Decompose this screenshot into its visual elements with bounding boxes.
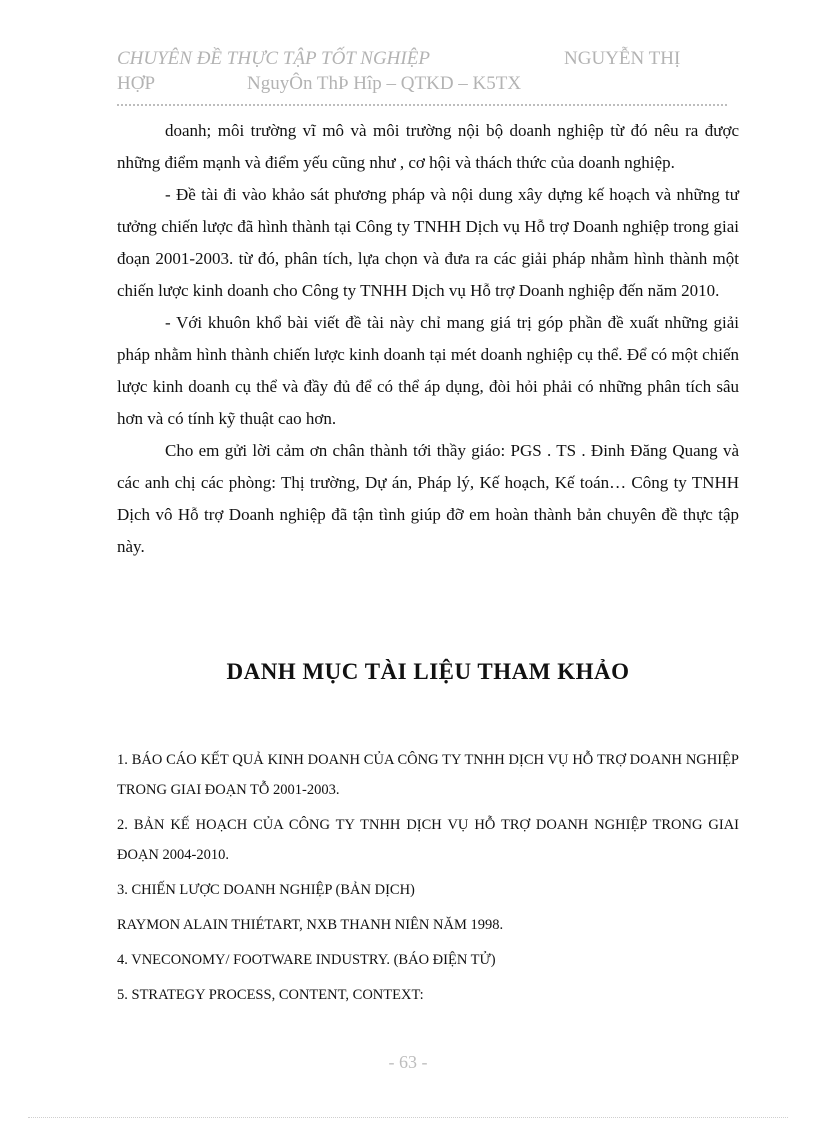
references-list [117,745,739,1015]
header-author-given-name: NGUYỄN THỊ [564,48,681,69]
reference-item: RAYMON ALAIN THIÉTART, NXB THANH NIÊN NĂM 1998. [117,917,504,933]
reference-item: 1. BÁO CÁO KẾT QUẢ KINH DOANH CỦA CÔNG TY TNHH DỊCH VỤ HỖ TRỢ DOANH NGHIỆP TRONG GIAI ĐOẠN TỖ 2001-2003. [117,752,739,798]
footer-divider [28,1117,788,1118]
reference-item: 5. STRATEGY PROCESS, CONTENT, CONTEXT: [117,987,424,1003]
header-author-surname: HỢP [117,73,156,94]
reference-item: 4. VNECONOMY/ FOOTWARE INDUSTRY. (BÁO ĐIỆN TỬ) [117,952,496,968]
reference-item: 3. CHIẾN LƯỢC DOANH NGHIỆP (BẢN DỊCH) [117,882,415,898]
header-course-title: CHUYÊN ĐỀ THỰC TẬP TỐT NGHIỆP [117,48,430,69]
paragraph-1: doanh; môi trường vĩ mô và môi trường nội bộ doanh nghiệp từ đó nêu ra được những điểm mạnh và điểm yếu cũng như , cơ hội và thách thức của doanh nghiệp. [117,121,739,172]
page-header [117,46,717,96]
paragraph-3: - Với khuôn khổ bài viết đề tài này chỉ mang giá trị góp phần đề xuất những giải pháp nhằm hình thành chiến lược kinh doanh tại mét doanh nghiệp cụ thể. Để có một chiến lược kinh doanh cụ thể và đầy đủ để có thể áp dụng, đòi hỏi phải có những phân tích sâu hơn và có tính kỹ thuật cao hơn. [117,313,739,428]
paragraph-4: Cho em gửi lời cảm ơn chân thành tới thầy giáo: PGS . TS . Đinh Đăng Quang và các anh chị các phòng: Thị trường, Dự án, Pháp lý, Kế hoạch, Kế toán… Công ty TNHH Dịch vô Hỗ trợ Doanh nghiệp đã tận tình giúp đỡ em hoàn thành bản chuyên đề thực tập này. [117,441,739,556]
reference-item: 2. BẢN KẾ HOẠCH CỦA CÔNG TY TNHH DỊCH VỤ HỖ TRỢ DOANH NGHIỆP TRONG GIAI ĐOẠN 2004-2010. [117,817,739,863]
header-author-garbled: NguyÔn ThÞ Hîp – QTKD – K5TX [247,73,522,94]
page-number: - 63 - [388,1052,428,1072]
header-divider [117,104,727,106]
paragraph-2: - Đề tài đi vào khảo sát phương pháp và nội dung xây dựng kế hoạch và những tư tưởng chiến lược đã hình thành tại Công ty TNHH Dịch vụ Hỗ trợ Doanh nghiệp trong giai đoạn 2001-2003. từ đó, phân tích, lựa chọn và đưa ra các giải pháp nhằm hình thành một chiến lược kinh doanh cho Công ty TNHH Dịch vụ Hỗ trợ Doanh nghiệp đến năm 2010. [117,185,739,300]
body-text [117,115,739,563]
references-title: DANH MỤC TÀI LIỆU THAM KHẢO [226,659,630,684]
header-line-2 [117,71,717,96]
header-line-1 [117,46,717,71]
